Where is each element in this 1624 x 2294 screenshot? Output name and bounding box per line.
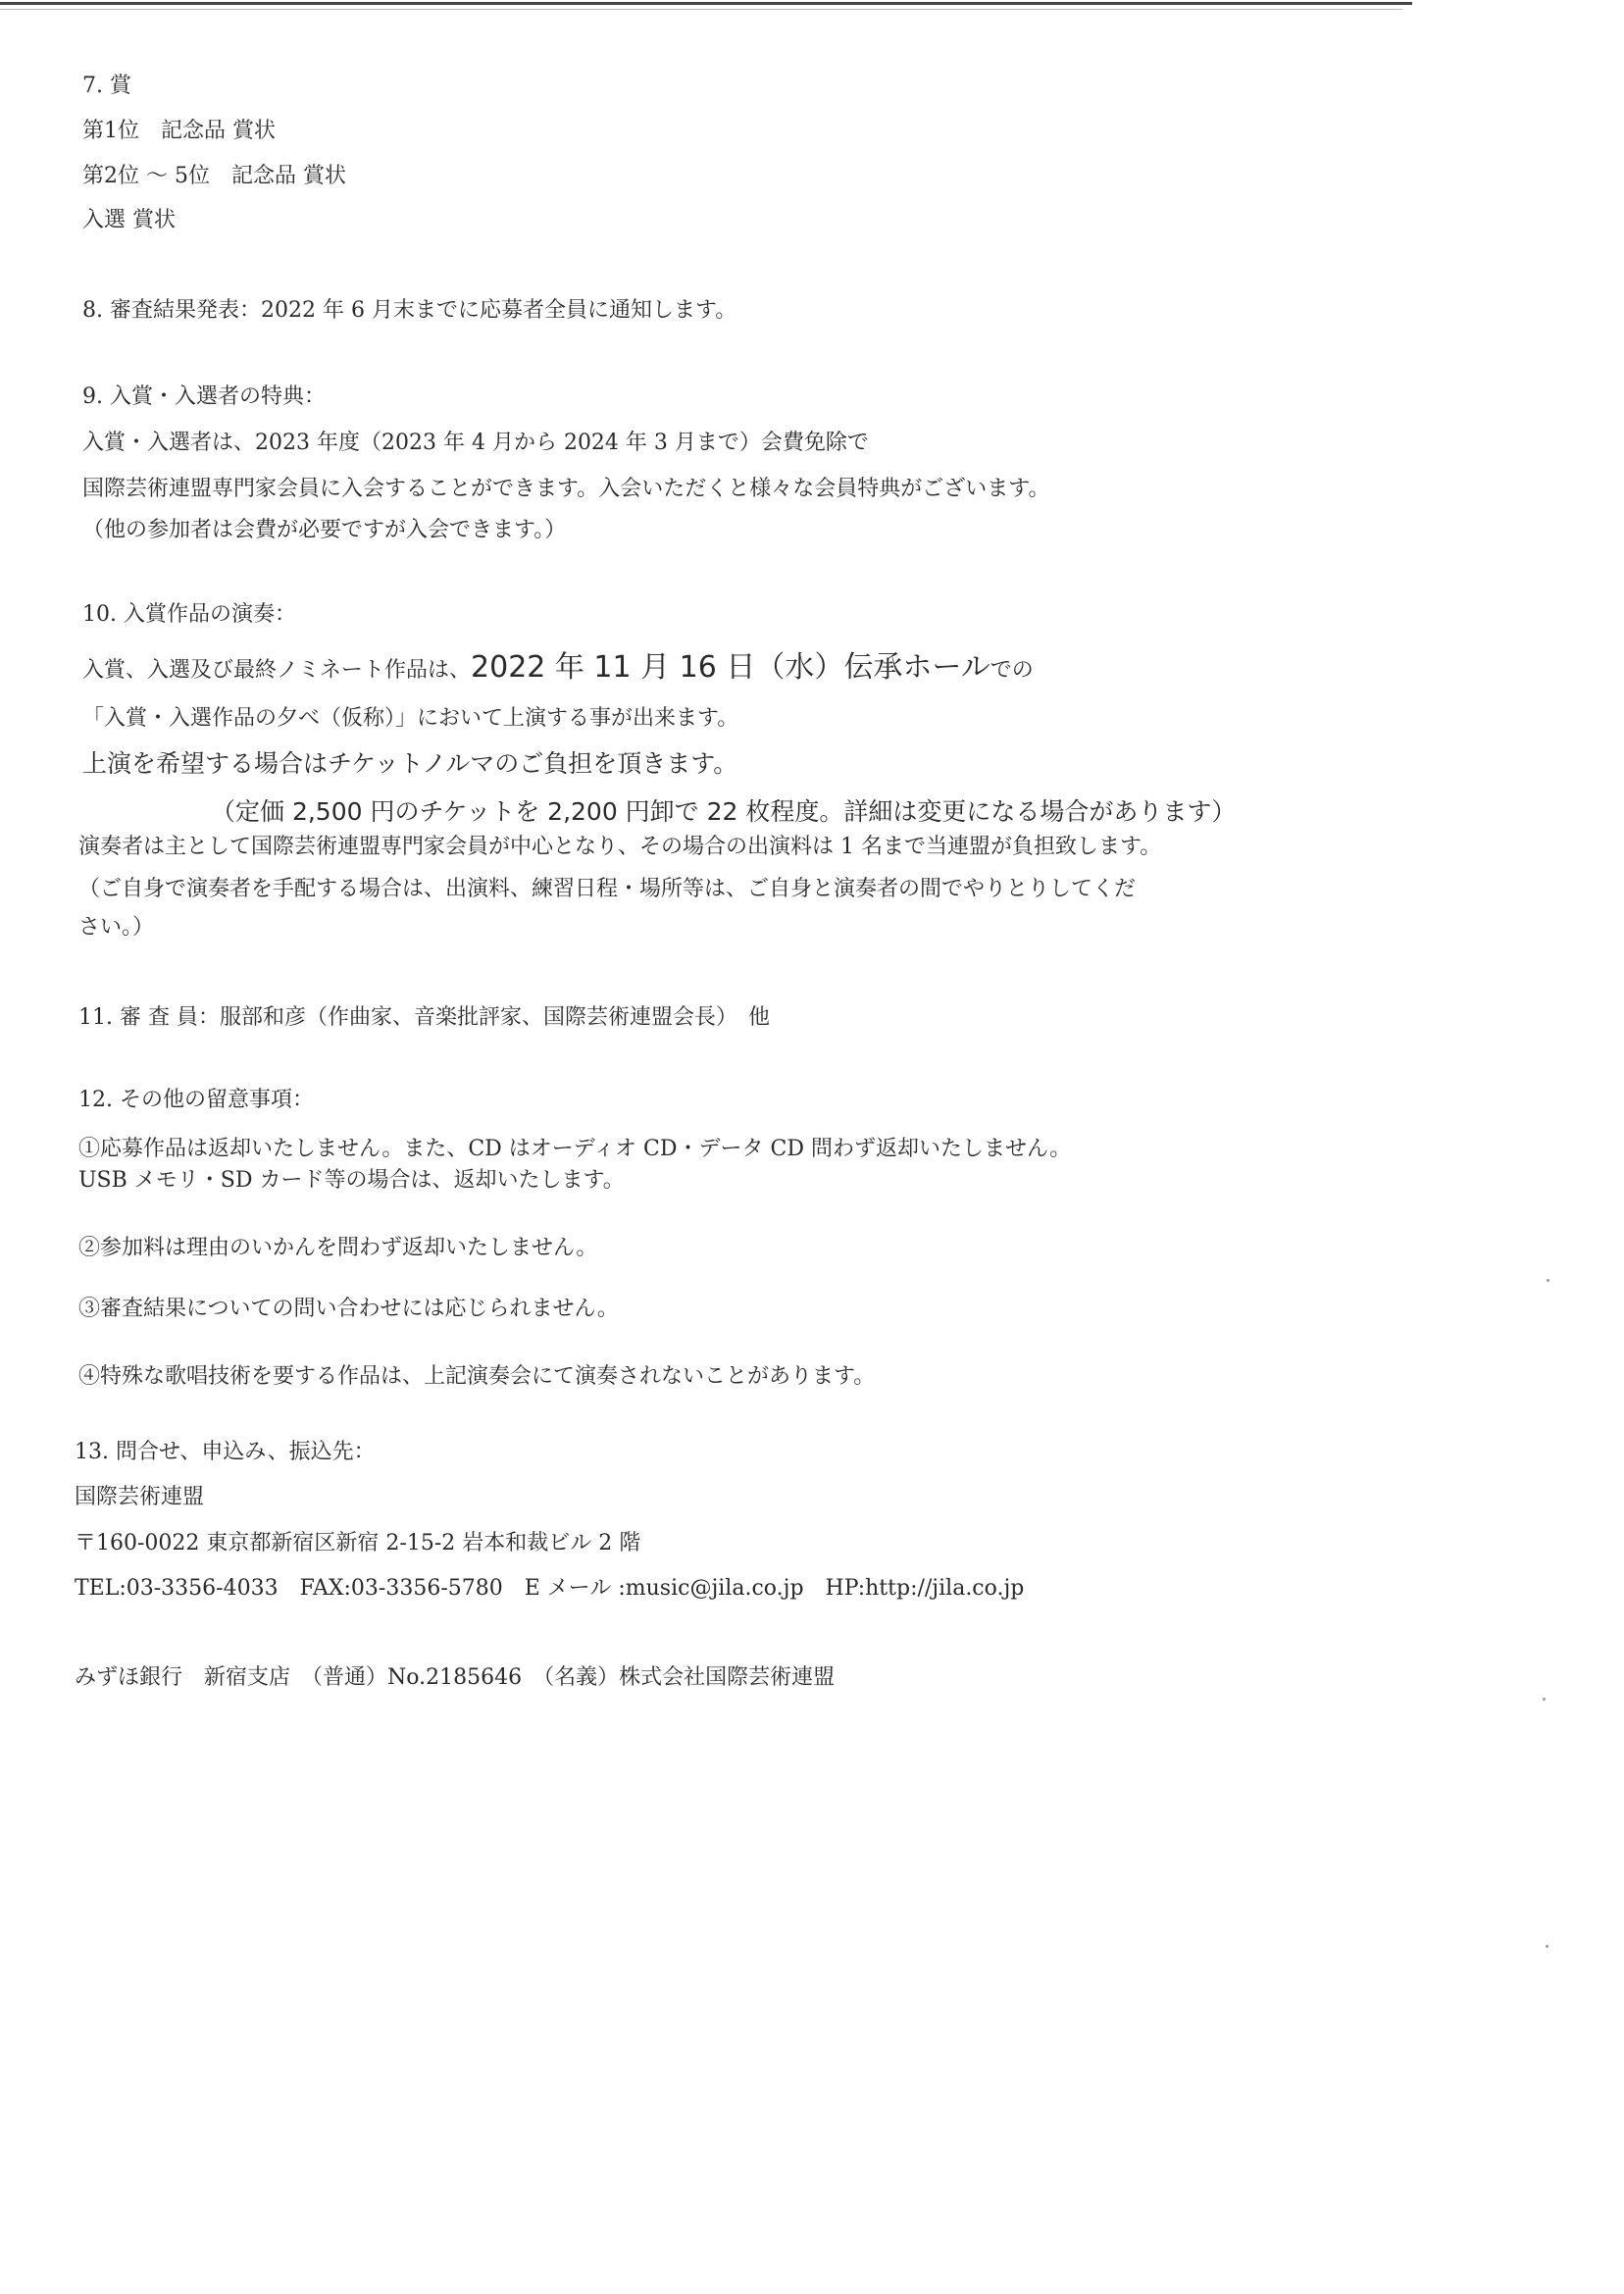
scan-top-border-shadow (0, 9, 1402, 10)
scan-speck (1543, 1698, 1546, 1701)
section-10-line-1-tail: での (990, 658, 1034, 683)
section-10-line-7: さい。） (78, 915, 155, 940)
section-9-heading: 9. 入賞・入選者の特典： (82, 384, 326, 409)
section-11-judges: 11. 審 査 員：服部和彦（作曲家、音楽批評家、国際芸術連盟会長） 他 (78, 1005, 770, 1030)
section-9-line-1: 入賞・入選者は、2023 年度（2023 年 4 月から 2024 年 3 月まで）会費免除で (82, 431, 869, 455)
organization-name: 国際芸術連盟 (75, 1485, 205, 1509)
note-2: ②参加料は理由のいかんを問わず返却いたしません。 (78, 1236, 598, 1260)
section-10-line-5: 演奏者は主として国際芸術連盟専門家会員が中心となり、その場合の出演料は 1 名まで当連盟が負担致します。 (78, 835, 1162, 859)
prize-second-to-fifth: 第2位 ～ 5位 記念品 賞状 (82, 164, 346, 188)
section-9-line-3: （他の参加者は会費が必要ですが入会できます。） (82, 518, 567, 542)
note-3: ③審査結果についての問い合わせには応じられません。 (78, 1297, 619, 1321)
section-10-line-3: 上演を希望する場合はチケットノルマのご負担を頂きます。 (82, 749, 738, 778)
scan-speck (1547, 1279, 1549, 1282)
note-1-line-2: USB メモリ・SD カード等の場合は、返却いたします。 (78, 1168, 625, 1193)
scan-speck (1546, 1945, 1548, 1948)
section-10-line-1-lead: 入賞、入選及び最終ノミネート作品は、 (82, 658, 472, 683)
section-10-line-1 (82, 650, 1034, 685)
section-8-results: 8. 審査結果発表：2022 年 6 月末までに応募者全員に通知します。 (82, 298, 737, 323)
section-10-line-2: 「入賞・入選作品の夕べ（仮称）」において上演する事が出来ます。 (82, 706, 739, 731)
scan-top-border (0, 2, 1412, 5)
organization-address: 〒160-0022 東京都新宿区新宿 2-15-2 岩本和裁ビル 2 階 (75, 1531, 641, 1555)
note-4: ④特殊な歌唱技術を要する作品は、上記演奏会にて演奏されないことがあります。 (78, 1364, 876, 1389)
section-13-heading: 13. 問合せ、申込み、振込先： (75, 1440, 376, 1464)
bank-account: みずほ銀行 新宿支店 （普通）No.2185646 （名義）株式会社国際芸術連盟 (75, 1665, 836, 1690)
note-1-line-1: ①応募作品は返却いたしません。また、CD はオーディオ CD・データ CD 問わず返却いたしません。 (78, 1137, 1072, 1161)
section-10-line-6: （ご自身で演奏者を手配する場合は、出演料、練習日程・場所等は、ご自身と演奏者の間でやりとりしてくだ (78, 877, 1137, 901)
section-10-ticket-note: （定価 2,500 円のチケットを 2,200 円卸で 22 枚程度。詳細は変更になる場合があります） (211, 797, 1237, 826)
section-10-heading: 10. 入賞作品の演奏： (82, 602, 296, 627)
concert-date-venue: 2022 年 11 月 16 日（水）伝承ホール (471, 650, 990, 685)
prize-selected: 入選 賞状 (82, 208, 176, 232)
section-9-line-2: 国際芸術連盟専門家会員に入会することができます。入会いただくと様々な会員特典がございます。 (82, 477, 1050, 501)
organization-contact: TEL:03-3356-4033 FAX:03-3356-5780 E メール :music@jila.co.jp HP:http://jila.co.jp (75, 1576, 1025, 1601)
section-7-heading: 7. 賞 (82, 74, 131, 98)
section-12-heading: 12. その他の留意事項： (78, 1088, 314, 1112)
prize-first-place: 第1位 記念品 賞状 (82, 119, 276, 143)
